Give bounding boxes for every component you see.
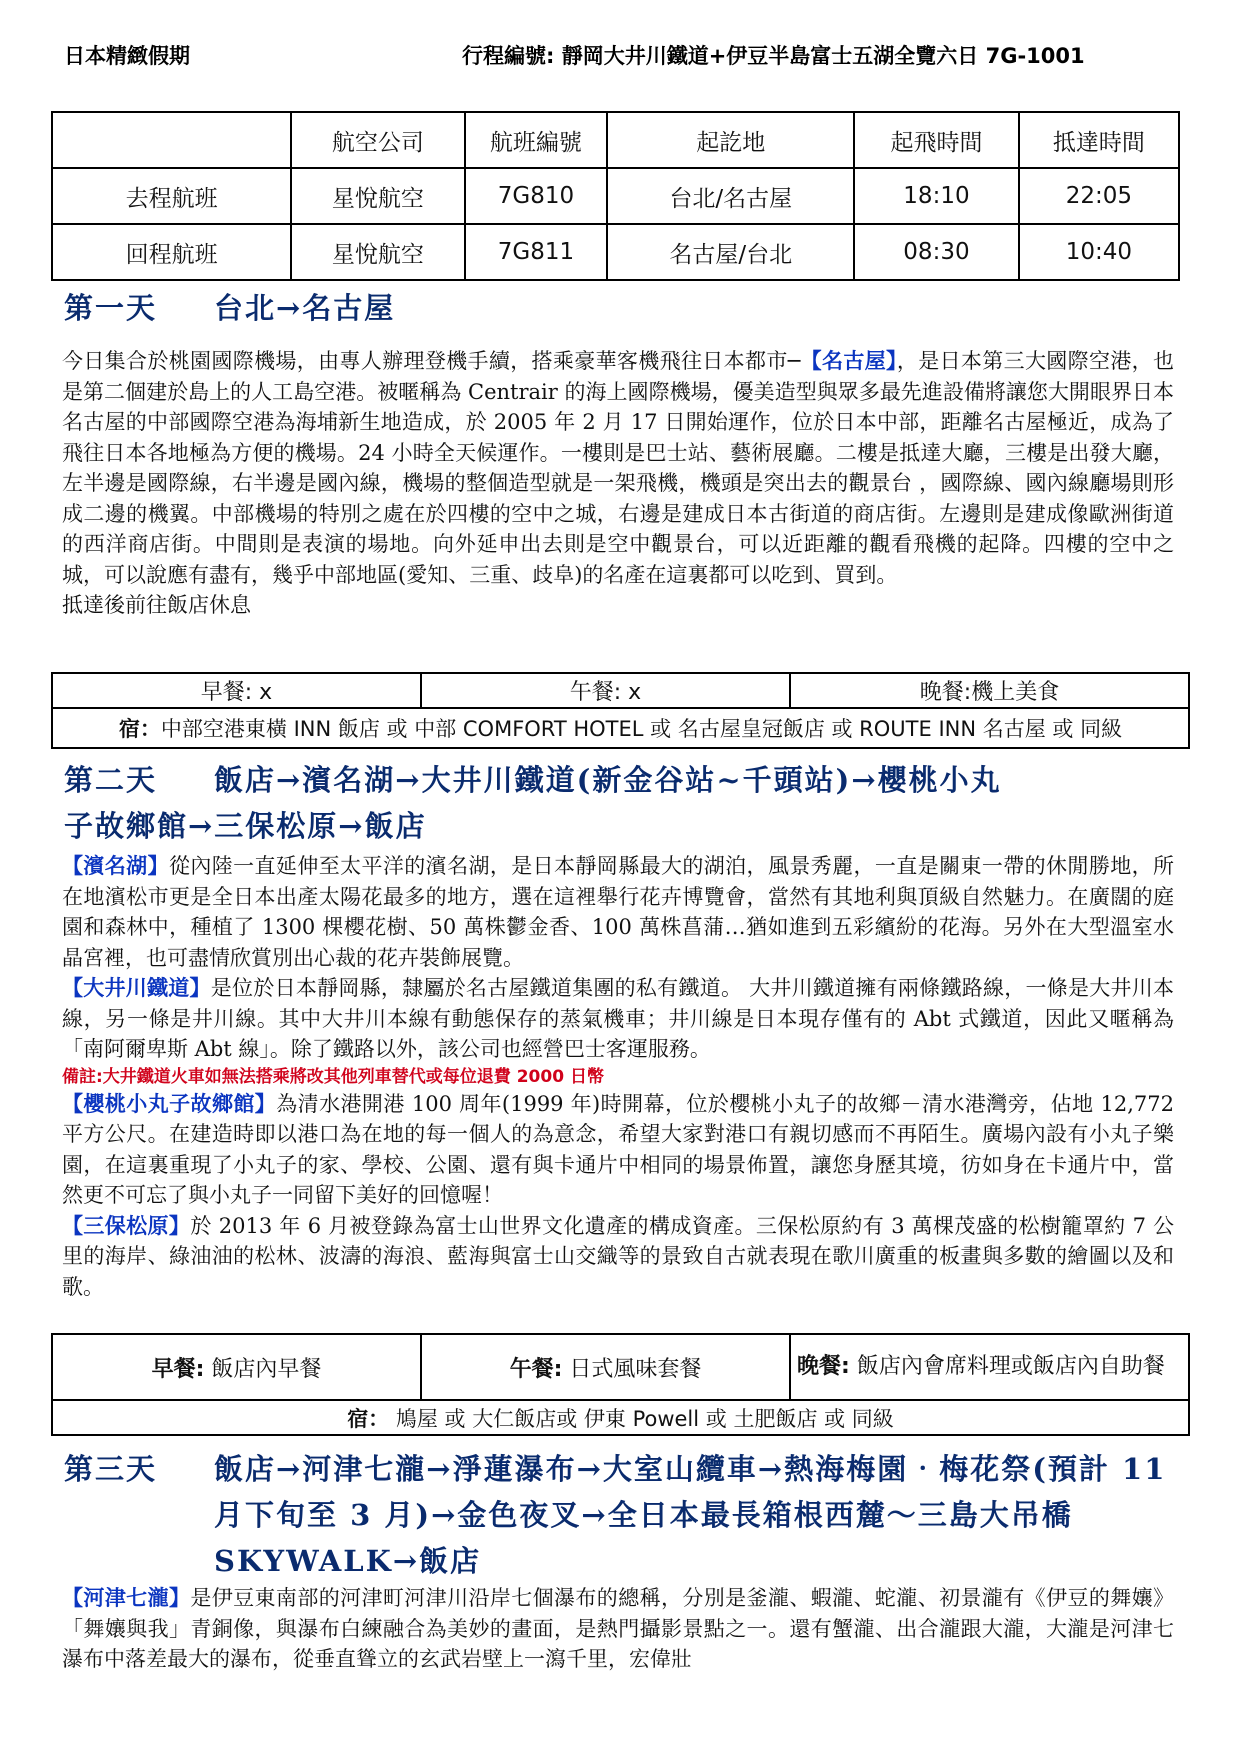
day1-label: 第一天 bbox=[64, 291, 158, 325]
table-cell: 08:30 bbox=[854, 224, 1019, 280]
dinner-cell bbox=[790, 1334, 1189, 1400]
dinner-cell: 晚餐:機上美食 bbox=[790, 673, 1189, 708]
table-cell: 18:10 bbox=[854, 168, 1019, 224]
day1-highlight: 【名古屋】 bbox=[800, 349, 897, 373]
flight-table-header bbox=[52, 112, 1179, 168]
table-cell: 台北/名古屋 bbox=[607, 168, 854, 224]
breakfast-label: 早餐: bbox=[151, 1356, 205, 1382]
column-header: 航空公司 bbox=[291, 112, 464, 168]
column-header bbox=[52, 112, 291, 168]
stay-hotels: 鳩屋 或 大仁飯店或 伊東 Powell 或 土肥飯店 或 同級 bbox=[395, 1406, 894, 1431]
stay-label: 宿： bbox=[118, 717, 161, 741]
column-header: 航班編號 bbox=[465, 112, 608, 168]
lunch-cell: 午餐: x bbox=[421, 673, 790, 708]
section-highlight: 【河津七瀧】 bbox=[62, 1586, 191, 1610]
section-text: 是伊豆東南部的河津町河津川沿岸七個瀑布的總稱，分別是釜瀧、蝦瀧、蛇瀧、初景瀧有《伊豆的舞孃》「舞孃與我」青銅像，與瀑布白練融合為美妙的畫面，是熱門攝影景點之一。還有蟹瀧、出合瀧跟大瀧，大瀧是河津七瀑布中落差最大的瀑布，從垂直聳立的玄武岩壁上一瀉千里，宏偉壯 bbox=[62, 1586, 1175, 1671]
table-cell: 10:40 bbox=[1019, 224, 1179, 280]
itinerary-code: 行程編號: 靜岡大井川鐵道+伊豆半島富士五湖全覽六日 7G-1001 bbox=[462, 44, 1085, 68]
breakfast-cell bbox=[52, 1334, 421, 1400]
column-header: 起訖地 bbox=[607, 112, 854, 168]
breakfast-cell: 早餐: x bbox=[52, 673, 421, 708]
day1-heading bbox=[64, 285, 395, 331]
railway-note: 備註:大井鐵道火車如無法搭乘將改其他列車替代或每位退費 2000 日幣 bbox=[62, 1066, 604, 1087]
lunch-cell bbox=[421, 1334, 790, 1400]
day1-title: 台北→名古屋 bbox=[214, 291, 396, 325]
day1-end: 抵達後前往飯店休息 bbox=[62, 593, 251, 617]
section-highlight: 【濱名湖】 bbox=[62, 854, 169, 878]
table-cell: 22:05 bbox=[1019, 168, 1179, 224]
section-highlight: 【大井川鐵道】 bbox=[62, 976, 211, 1000]
table-cell: 星悅航空 bbox=[291, 224, 464, 280]
table-cell: 去程航班 bbox=[52, 168, 291, 224]
day2-description bbox=[62, 851, 1174, 1302]
section-highlight: 【三保松原】 bbox=[62, 1213, 191, 1238]
agency-name: 日本精緻假期 bbox=[64, 44, 190, 68]
lunch-value: 日式風味套餐 bbox=[569, 1356, 702, 1382]
table-cell: 名古屋/台北 bbox=[607, 224, 854, 280]
day1-text: ，是日本第三大國際空港，也是第二個建於島上的人工島空港。被暱稱為 Centrair 的海上國際機場，優美造型與眾多最先進設備將讓您大開眼界日本名古屋的中部國際空港為海埔新生地造成，於 2005 年 2 月 17 日開始運作，位於日本中部，距離名古屋極近，成為了飛往日本各地極為方便的機場。24 小時全天候運作。一樓則是巴士站、藝術展廳。二樓是抵達大廳，三樓是出發大廳，左半邊是國際線，右半邊是國內線，機場的整個造型就是一架飛機，機頭是突出去的觀景台 ，國際線、國內線廳場則形成二邊的機翼。中部機場的特別之處在於四樓的空中之城，右邊是建成日本古街道的商店街。左邊則是建成像歐洲街道的西洋商店街。中間則是表演的場地。向外延申出去則是空中觀景台，可以近距離的觀看飛機的起降。四樓的空中之城，可以說應有盡有，幾乎中部地區(愛知、三重、歧阜)的名產在這裏都可以吃到、買到。 bbox=[62, 349, 1175, 587]
day2-title-line1: 飯店→濱名湖→大井川鐵道(新金谷站~千頭站)→櫻桃小丸 bbox=[214, 763, 1002, 797]
section-text: 於 2013 年 6 月被登錄為富士山世界文化遺產的構成資產。三保松原約有 3 萬棵茂盛的松樹籠罩約 7 公里的海岸、綠油油的松林、波濤的海浪、藍海與富士山交織等的景致自古就表現在歌川廣重的板畫與多數的繪圖以及和歌。 bbox=[62, 1213, 1175, 1299]
stay-cell bbox=[52, 1400, 1189, 1435]
day2-label: 第二天 bbox=[64, 763, 158, 797]
section-text: 為清水港開港 100 周年(1999 年)時開幕，位於櫻桃小丸子的故鄉－清水港灣旁，佔地 12,772 平方公尺。在建造時即以港口為在地的每一個人的為意念，希望大家對港口有親切感而不再陌生。廣場內設有小丸子樂園，在這裏重現了小丸子的家、學校、公園、還有與卡通片中相同的場景佈置，讓您身歷其境，彷如身在卡通片中，當然更不可忘了與小丸子一同留下美好的回憶喔！ bbox=[62, 1091, 1174, 1207]
day1-intro: 今日集合於桃園國際機場，由專人辦理登機手續，搭乘豪華客機飛往日本都市─ bbox=[62, 349, 801, 373]
day3-label: 第三天 bbox=[64, 1452, 158, 1486]
stay-hotels: 中部空港東橫 INN 飯店 或 中部 COMFORT HOTEL 或 名古屋皇冠飯店 或 ROUTE INN 名古屋 或 同級 bbox=[160, 717, 1123, 741]
day1-description bbox=[62, 346, 1174, 621]
table-cell: 回程航班 bbox=[52, 224, 291, 280]
day2-meal-table bbox=[51, 1333, 1190, 1436]
day2-title-line2: 子故鄉館→三保松原→飯店 bbox=[64, 809, 427, 843]
section-highlight: 【櫻桃小丸子故鄉館】 bbox=[62, 1091, 277, 1116]
table-cell: 7G811 bbox=[465, 224, 608, 280]
dinner-label: 晚餐: bbox=[797, 1354, 850, 1379]
day1-meal-table bbox=[51, 672, 1190, 749]
section-text: 從內陸一直延伸至太平洋的濱名湖，是日本靜岡縣最大的湖泊，風景秀麗，一直是關東一帶的休閒勝地，所在地濱松市更是全日本出產太陽花最多的地方，選在這裡舉行花卉博覽會，當然有其地利與頂級自然魅力。在廣闊的庭園和森林中，種植了 1300 棵櫻花樹、50 萬株鬱金香、100 萬株菖蒲…猶如進到五彩繽紛的花海。另外在大型溫室水晶宮裡，也可盡情欣賞別出心裁的花卉裝飾展覽。 bbox=[62, 854, 1175, 970]
table-row bbox=[52, 168, 1179, 224]
table-cell: 星悅航空 bbox=[291, 168, 464, 224]
column-header: 起飛時間 bbox=[854, 112, 1019, 168]
flight-table bbox=[51, 111, 1180, 281]
dinner-value: 飯店內會席料理或飯店內自助餐 bbox=[856, 1354, 1165, 1379]
table-row bbox=[52, 224, 1179, 280]
table-cell: 7G810 bbox=[465, 168, 608, 224]
day2-heading bbox=[64, 757, 1002, 849]
day3-description bbox=[62, 1583, 1174, 1675]
stay-cell bbox=[52, 708, 1189, 748]
stay-label: 宿： bbox=[347, 1406, 390, 1431]
breakfast-value: 飯店內早餐 bbox=[211, 1356, 322, 1382]
day3-heading bbox=[64, 1446, 1194, 1584]
section-text: 是位於日本靜岡縣，隸屬於名古屋鐵道集團的私有鐵道。 大井川鐵道擁有兩條鐵路線，一條是大井川本線，另一條是井川線。其中大井川本線有動態保存的蒸氣機車；井川線是日本現存僅有的 Abt 式鐵道，因此又暱稱為「南阿爾卑斯 Abt 線」。除了鐵路以外，該公司也經營巴士客運服務。 bbox=[62, 976, 1175, 1061]
lunch-label: 午餐: bbox=[509, 1356, 563, 1382]
day3-title: 飯店→河津七瀧→淨蓮瀑布→大室山纜車→熱海梅園‧梅花祭(預計 11 月下旬至 3 月)→金色夜叉→全日本最長箱根西麓～三島大吊橋 SKYWALK→飯店 bbox=[214, 1452, 1167, 1578]
column-header: 抵達時間 bbox=[1019, 112, 1179, 168]
